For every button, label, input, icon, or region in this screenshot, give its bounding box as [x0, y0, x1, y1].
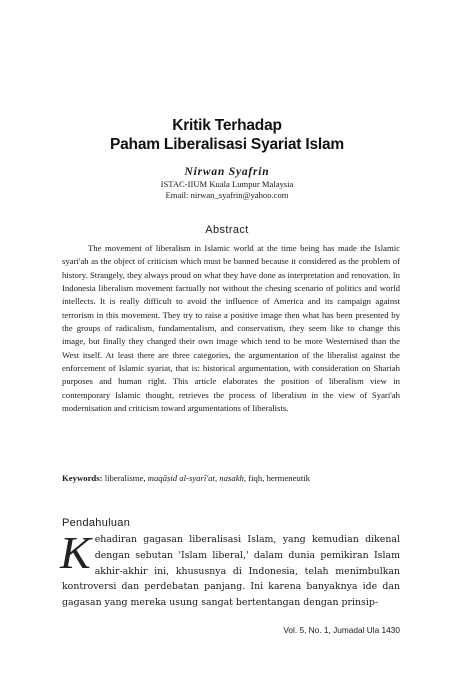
body-text: ehadiran gagasan liberalisasi Islam, yang kemudian dikenal dengan sebutan 'Islam liberal,' dalam dunia pemikiran Islam akhir-akhir ini, khususnya di Indonesia, telah menimbulkan kontroversi dan perdebatan panjang. Ini karena banyaknya ide dan gagasan yang mereka usung sangat bertentangan dengan prinsip-: [62, 534, 400, 609]
title-line-1: Kritik Terhadap: [172, 117, 282, 134]
keywords-separator: ,: [214, 473, 220, 483]
article-title: [0, 116, 454, 154]
keywords-part-2: , fiqh, hermeneutik: [243, 473, 311, 483]
abstract-text: The movement of liberalism in Islamic world at the time being has made the Islamic syari'ah as the object of criticism which must be banned because it considered as the problem of history. Strangely, they always proud on what they have done as interpretation and renovation. In Indonesia liberalism movement factually not without the chesing scenario of politics and world intellects. It is really difficult to avoid the influence of America and its campaign against terrorism in this movement. They try to raise a positive image then what has been presented by the groups of radicalism, fundamentalism, and conservatism, they seem like to change this image, but finally they changed their own image which tend to be more Westernised than the West itself. At least there are three categories, the argumentation of the liberalist against the enforcement of Islamic syariat, that is: historical argumentation, with consideration on Shariah purposes and human right. This article elaborates the position of liberalism view in contemporary Islamic thought, retrieves the process of liberalism in the view of Syari'ah modernisation and criticism toward argumentations of liberalists.: [62, 243, 400, 414]
section-heading: Pendahuluan: [62, 517, 131, 529]
drop-cap: K: [60, 527, 91, 578]
keywords: [62, 472, 400, 484]
author-affiliation: ISTAC-IIUM Kuala Lumpur Malaysia: [160, 179, 294, 189]
title-line-2: Paham Liberalisasi Syariat Islam: [110, 136, 344, 153]
author-email: Email: nirwan_syafrin@yahoo.com: [165, 189, 289, 200]
keywords-label: Keywords:: [62, 473, 103, 483]
keywords-italic-1: maqāṣid al-syarī'at: [147, 473, 215, 483]
author-name: Nirwan Syafrin: [184, 166, 270, 178]
author-block: [0, 166, 454, 200]
body-paragraph: [60, 527, 400, 611]
keywords-italic-2: nasakh: [219, 473, 244, 483]
page-footer: Vol. 5, No. 1, Jumadal Ula 1430: [283, 625, 400, 635]
abstract-heading: Abstract: [205, 224, 249, 236]
keywords-part-1: liberalisme,: [102, 473, 148, 483]
